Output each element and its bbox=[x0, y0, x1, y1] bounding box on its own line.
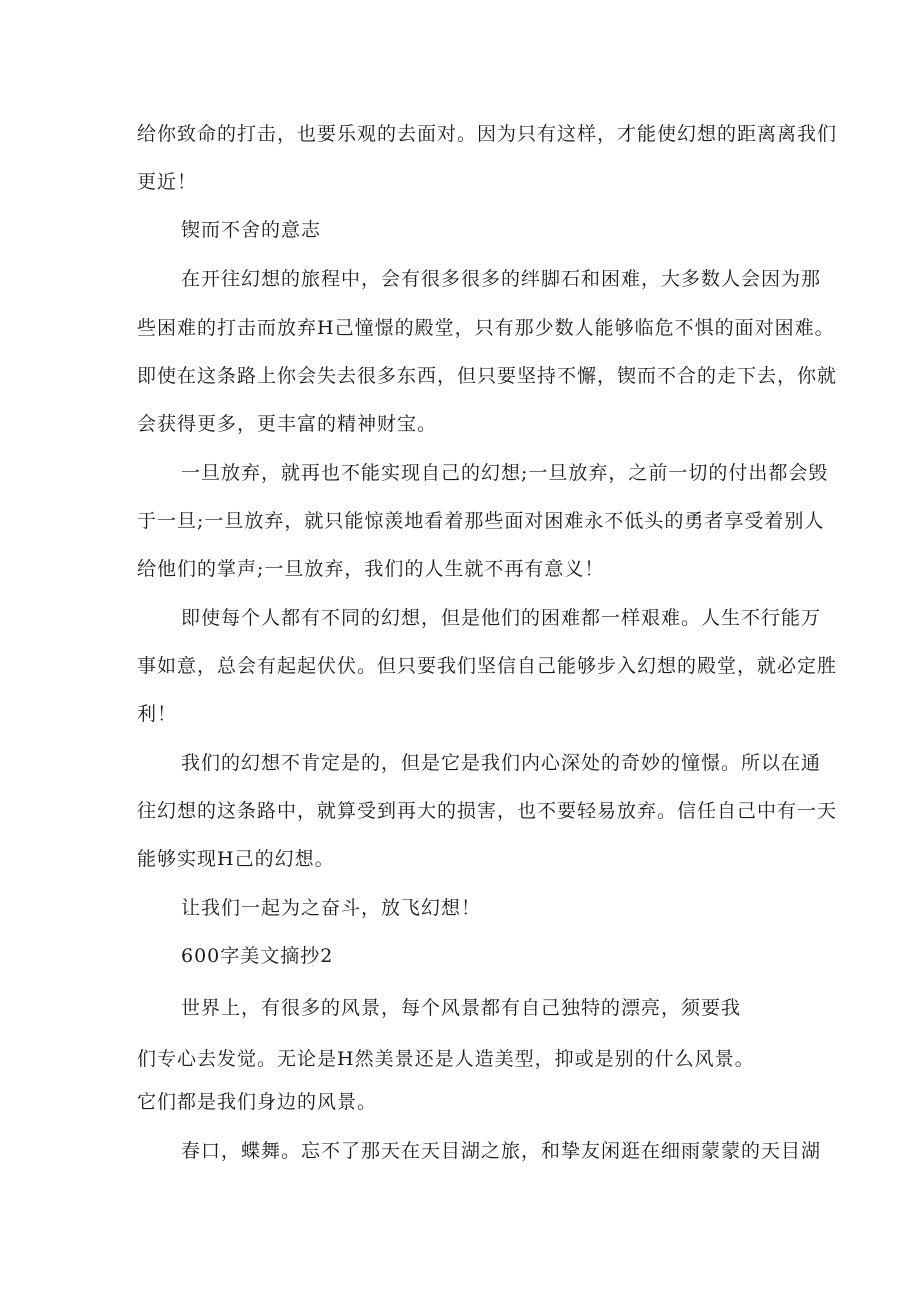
paragraph-line: 利！ bbox=[137, 703, 178, 725]
paragraph-line: 会获得更多，更丰富的精神财宝。 bbox=[137, 413, 438, 435]
paragraph-line: 在开往幻想的旅程中，会有很多很多的绊脚石和困难，大多数人会因为那 bbox=[181, 268, 822, 290]
paragraph-line: 能够实现H己的幻想。 bbox=[137, 848, 335, 870]
section-heading: 锲而不舍的意志 bbox=[181, 219, 322, 241]
paragraph-line: 春口，蝶舞。忘不了那天在天目湖之旅，和挚友闲逛在细雨蒙蒙的天目湖 bbox=[181, 1140, 822, 1162]
paragraph-line: 即使在这条路上你会失去很多东西，但只要坚持不懈，锲而不合的走下去，你就 bbox=[137, 365, 838, 387]
paragraph-line: 们专心去发觉。无论是H然美景还是人造美型，抑或是别的什么风景。 bbox=[137, 1048, 755, 1070]
paragraph-line: 我们的幻想不肯定是的，但是它是我们内心深处的奇妙的憧憬。所以在通 bbox=[181, 752, 822, 774]
paragraph-line: 它们都是我们身边的风景。 bbox=[137, 1091, 378, 1113]
paragraph-line: 给他们的掌声;一旦放弃，我们的人生就不再有意义！ bbox=[137, 558, 605, 580]
paragraph-line: 让我们一起为之奋斗，放飞幻想！ bbox=[181, 897, 482, 919]
paragraph-line: 一旦放弃，就再也不能实现自己的幻想;一旦放弃，之前一切的付出都会毁 bbox=[181, 462, 829, 484]
paragraph-line: 些困难的打击而放弃H己憧憬的殿堂，只有那少数人能够临危不惧的面对困难。 bbox=[137, 317, 835, 339]
paragraph-line: 更近！ bbox=[137, 171, 198, 193]
section-heading: 600字美文摘抄2 bbox=[181, 945, 334, 967]
paragraph-line: 于一旦;一旦放弃，就只能惊羡地看着那些面对困难永不低头的勇者享受着别人 bbox=[137, 510, 825, 532]
paragraph-line: 即使每个人都有不同的幻想，但是他们的困难都一样艰难。人生不行能万 bbox=[181, 607, 822, 629]
paragraph-line: 给你致命的打击，也要乐观的去面对。因为只有这样，才能使幻想的距离离我们 bbox=[137, 123, 838, 145]
paragraph-line: 往幻想的这条路中，就算受到再大的损害，也不要轻易放弃。信任自己中有一天 bbox=[137, 800, 838, 822]
paragraph-line: 事如意，总会有起起伏伏。但只要我们坚信自己能够步入幻想的殿堂，就必定胜 bbox=[137, 655, 838, 677]
paragraph-line: 世界上，有很多的风景，每个风景都有自己独特的漂亮，须要我 bbox=[181, 997, 742, 1019]
